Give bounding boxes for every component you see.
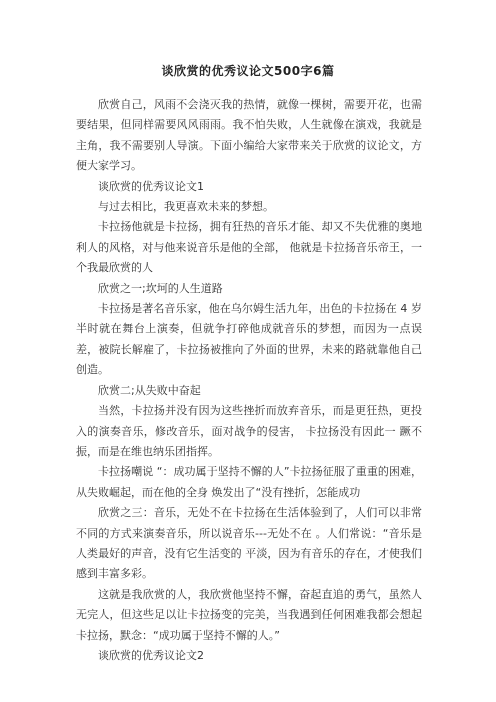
body-paragraph: 这就是我欣赏的人，我欣赏他坚持不懈，奋起直追的勇气，虽然人无完人，但这些足以让卡拉扬变的完美，当我遇到任何困难我都会想起卡拉扬，默念：“成功属于坚持不懈的人。” <box>76 587 422 642</box>
body-paragraph: 卡拉扬是著名音乐家，他在乌尔姆生活九年，出色的卡拉扬在 4 岁半时就在舞台上演奏，但就争打碎他成就音乐的梦想，而因为一点误差，被院长解雇了，卡拉扬被推向了外面的世界，未来的路就靠他自己创造。 <box>76 302 422 377</box>
document-title: 谈欣赏的优秀议论文500字6篇 <box>161 64 335 78</box>
body-paragraph: 卡拉扬嘲说 “：成功属于坚持不懈的人”卡拉扬征服了重重的困难，从失败崛起，而在他的全身 焕发出了“没有挫折，怎能成功 <box>76 465 422 499</box>
intro-paragraph: 欣赏自己，风雨不会浇灭我的热情，就像一棵树，需要开花，也需要结果，但同样需要风风雨雨。我不怕失败，人生就像在演戏，我就是主角，我不需要别人导演。下面小编给大家带来关于欣赏的议论文，方便大家学习。 <box>76 98 422 173</box>
subsection-heading: 欣赏之一;坎坷的人生道路 <box>98 281 223 295</box>
section-heading: 谈欣赏的优秀议论文1 <box>98 179 204 193</box>
body-paragraph: 与过去相比，我更喜欢未来的梦想。 <box>98 200 274 214</box>
body-paragraph: 卡拉扬他就是卡拉扬，拥有狂热的音乐才能、却又不失优雅的奥地利人的风格，对与他来说音乐是他的全部， 他就是卡拉扬音乐帝王，一个我最欣赏的人 <box>76 220 422 275</box>
body-paragraph: 当然，卡拉扬并没有因为这些挫折而放弃音乐，而是更狂热，更投入的演奏音乐，修改音乐，面对战争的侵害， 卡拉扬没有因此一 蹶不振，而是在维也纳乐团指挥。 <box>76 404 422 458</box>
document-body <box>76 95 422 666</box>
section-heading: 谈欣赏的优秀议论文2 <box>98 648 204 662</box>
body-paragraph: 欣赏之三：音乐，无处不在卡拉扬在生活体验到了，人们可以非常不同的方式来演奏音乐，所以说音乐---无处不在 。人们常说：“音乐是人类最好的声音，没有它生活变的 平淡，因为有音乐的存在，才使我们感到丰富多彩。 <box>76 506 422 581</box>
subsection-heading: 欣赏二;从失败中奋起 <box>98 383 201 397</box>
